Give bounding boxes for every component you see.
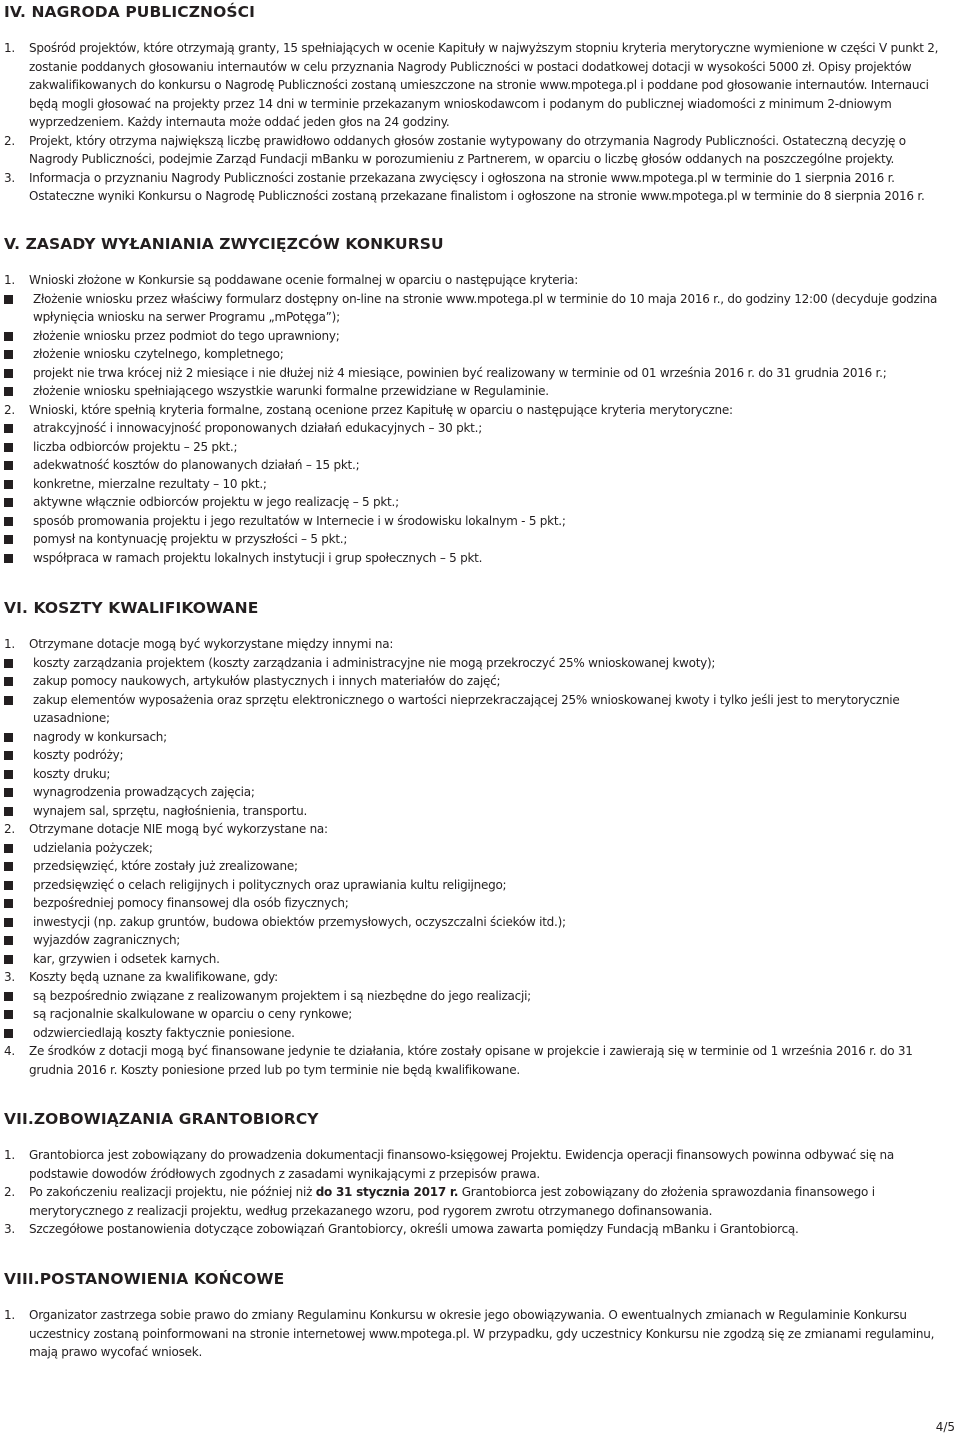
bullet-text: konkretne, mierzalne rezultaty – 10 pkt.; (33, 476, 267, 491)
item-number: 1. (4, 41, 15, 55)
bullet-item (4, 549, 954, 568)
section-heading (4, 598, 954, 618)
bullet-item (4, 765, 954, 784)
item-number: 3. (4, 970, 15, 984)
bullet-text: są bezpośrednio związane z realizowanym projektem i są niezbędne do jego realizacji; (33, 988, 531, 1003)
bullet-item (4, 746, 954, 765)
section-number: VII. (4, 1110, 34, 1128)
section-vi (4, 598, 954, 1079)
item-number: 2. (4, 822, 15, 836)
item-text: Grantobiorca jest zobowiązany do prowadzenia dokumentacji finansowo-księgowej Projektu. Ewidencja operacji finansowych powinna odbywać się na podstawie dowodów źródłowych zgodnych z zasadami wynikającymi z przepisów prawa. (29, 1148, 894, 1181)
bullet-text: przedsięwzięć, które zostały już zrealizowane; (33, 859, 298, 873)
square-bullet-icon (4, 443, 13, 452)
bullet-item (4, 382, 954, 401)
section-title: ZASADY WYŁANIANIA ZWYCIĘZCÓW KONKURSU (25, 235, 444, 253)
bullet-text: odzwierciedlają koszty faktycznie poniesione. (33, 1025, 295, 1040)
square-bullet-icon (4, 918, 13, 927)
bullet-text: wynagrodzenia prowadzących zajęcia; (33, 785, 255, 799)
list-item (4, 132, 954, 169)
item-text: Informacja o przyznaniu Nagrody Publiczności zostanie przekazana zwycięscy i ogłoszona na stronie www.mpotega.pl w terminie do 1 sierpnia 2016 r. Ostateczne wyniki Konkursu o Nagrodę Publiczności zostaną przekazane finalistom i ogłoszone na stronie www.mpotega.pl w terminie do 8 sierpnia 2016 r. (29, 170, 925, 203)
item-number: 4. (4, 1044, 15, 1058)
list-item (4, 271, 954, 401)
square-bullet-icon (4, 770, 13, 779)
square-bullet-icon (4, 517, 13, 526)
square-bullet-icon (4, 295, 13, 304)
square-bullet-icon (4, 992, 13, 1001)
square-bullet-icon (4, 461, 13, 470)
item-number: 2. (4, 133, 15, 148)
bullet-item (4, 493, 954, 512)
square-bullet-icon (4, 807, 13, 816)
square-bullet-icon (4, 936, 13, 945)
section-number: IV. (4, 3, 26, 21)
bullet-text: atrakcyjność i innowacyjność proponowanych działań edukacyjnych – 30 pkt.; (33, 421, 482, 435)
section-viii (4, 1269, 954, 1362)
bullet-text: bezpośredniej pomocy finansowej dla osób fizycznych; (33, 896, 349, 910)
item-number: 1. (4, 1308, 15, 1322)
square-bullet-icon (4, 844, 13, 853)
item-number: 1. (4, 637, 15, 651)
section-number: VIII. (4, 1270, 40, 1288)
bullet-item (4, 728, 954, 747)
square-bullet-icon (4, 696, 13, 705)
item-text-after: Grantobiorca jest zobowiązany do złożenia sprawozdania finansowego i merytorycznego z realizacji projektu, według przekazanego wzoru, pod rygorem zwrotu otrzymanego dofinansowania. (29, 1185, 875, 1218)
square-bullet-icon (4, 1029, 13, 1038)
bullet-text: złożenie wniosku czytelnego, kompletnego; (33, 347, 284, 361)
item-text: Szczegółowe postanowienia dotyczące zobowiązań Grantobiorcy, określi umowa zawarta pomiędzy Fundacją mBanku i Grantobiorcą. (29, 1222, 799, 1236)
square-bullet-icon (4, 535, 13, 544)
item-text: Otrzymane dotacje NIE mogą być wykorzystane na: (29, 822, 328, 836)
item-text: Spośród projektów, które otrzymają granty, 15 spełniających w ocenie Kapituły w najwyższym stopniu kryteria merytoryczne wymienione w części V punkt 2, zostanie poddanych głosowaniu internautów w celu przyznania Nagrody Publiczności w postaci dodatkowej dotacji w wysokości 5000 zł. Opisy projektów zakwalifikowanych do konkursu o Nagrodę Publiczności zostaną umieszczone na stronie www.mpotega.pl i poddane pod głosowanie internautów. Internauci będą mogli głosować na projekty przez 14 dni w terminie przekazanym wnioskodawcom i podanym do publicznej wiadomości z minimum 2-dniowym wyprzedzeniem. Każdy internauta może oddać jeden głos na 24 godziny. (29, 41, 939, 129)
list-item (4, 1042, 954, 1079)
bullet-text: sposób promowania projektu i jego rezultatów w Internecie i w środowisku lokalnym - 5 pkt.; (33, 513, 566, 528)
item-text: Otrzymane dotacje mogą być wykorzystane między innymi na: (29, 637, 394, 651)
item-text: Projekt, który otrzyma największą liczbę prawidłowo oddanych głosów zostanie wytypowany do otrzymania Nagrody Publiczności. Ostateczną decyzję o Nagrody Publiczności, podejmie Zarząd Fundacji mBanku w porozumieniu z Partnerem, w oparciu o liczbę głosów oddanych na poszczególne projekty. (29, 133, 906, 166)
bullet-text: zakup pomocy naukowych, artykułów plastycznych i innych materiałów do zajęć; (33, 674, 501, 688)
bullet-item (4, 512, 954, 531)
square-bullet-icon (4, 332, 13, 341)
square-bullet-icon (4, 881, 13, 890)
bullet-item (4, 783, 954, 802)
bullet-item (4, 654, 954, 673)
item-text: Wnioski złożone w Konkursie są poddawane ocenie formalnej w oparciu o następujące kryteria: (29, 273, 579, 287)
square-bullet-icon (4, 659, 13, 668)
item-text: Organizator zastrzega sobie prawo do zmiany Regulaminu Konkursu w okresie jego obowiązywania. O ewentualnych zmianach w Regulaminie Konkursu uczestnicy zostaną poinformowani na stronie internetowej www.mpotega.pl. W przypadku, gdy uczestnicy Konkursu nie zgodzą się ze zmianami regulaminu, mają prawo wycofać wniosek. (29, 1308, 935, 1359)
square-bullet-icon (4, 498, 13, 507)
list-item (4, 1146, 954, 1183)
bullet-item (4, 672, 954, 691)
bullet-text: koszty zarządzania projektem (koszty zarządzania i administracyjne nie mogą przekroczyć 25% wnioskowanej kwoty); (33, 655, 716, 670)
square-bullet-icon (4, 480, 13, 489)
square-bullet-icon (4, 424, 13, 433)
section-title: POSTANOWIENIA KOŃCOWE (39, 1270, 285, 1288)
square-bullet-icon (4, 899, 13, 908)
bullet-text: są racjonalnie skalkulowane w oparciu o ceny rynkowe; (33, 1007, 353, 1021)
bullet-text: udzielania pożyczek; (33, 840, 153, 855)
section-iv (4, 2, 954, 206)
bullet-item (4, 1005, 954, 1024)
bullet-item (4, 839, 954, 858)
bullet-item (4, 987, 954, 1006)
item-text-before: Po zakończeniu realizacji projektu, nie później niż (29, 1185, 316, 1199)
square-bullet-icon (4, 955, 13, 964)
bullet-item (4, 894, 954, 913)
square-bullet-icon (4, 677, 13, 686)
bullet-text: złożenie wniosku spełniającego wszystkie warunki formalne przewidziane w Regulaminie. (33, 384, 549, 398)
section-number: V. (4, 235, 21, 253)
list-item (4, 968, 954, 1042)
bullet-item (4, 327, 954, 346)
bullet-item (4, 802, 954, 821)
bullet-item (4, 931, 954, 950)
list-item (4, 401, 954, 568)
bullet-item (4, 290, 954, 327)
bullet-text: projekt nie trwa krócej niż 2 miesiące i nie dłużej niż 4 miesiące, powinien być realizowany w terminie od 01 września 2016 r. do 31 grudnia 2016 r.; (33, 365, 887, 380)
bullet-text: adekwatność kosztów do planowanych działań – 15 pkt.; (33, 458, 360, 472)
section-heading (4, 2, 954, 22)
bullet-item (4, 913, 954, 932)
item-number: 3. (4, 1222, 15, 1236)
list-item (4, 1183, 954, 1220)
bullet-text: liczba odbiorców projektu – 25 pkt.; (33, 439, 238, 454)
bullet-item (4, 475, 954, 494)
bullet-item (4, 1024, 954, 1043)
section-title: NAGRODA PUBLICZNOŚCI (31, 3, 255, 21)
bullet-item (4, 857, 954, 876)
square-bullet-icon (4, 788, 13, 797)
item-number: 1. (4, 1148, 15, 1162)
bullet-text: koszty druku; (33, 766, 111, 781)
item-number: 1. (4, 273, 15, 287)
list-item (4, 169, 954, 206)
square-bullet-icon (4, 1010, 13, 1019)
item-number: 2. (4, 402, 15, 417)
item-text: Wnioski, które spełnią kryteria formalne, zostaną ocenione przez Kapitułę w oparciu o następujące kryteria merytoryczne: (29, 402, 733, 417)
bullet-item (4, 345, 954, 364)
section-title: KOSZTY KWALIFIKOWANE (33, 599, 259, 617)
bullet-item (4, 530, 954, 549)
square-bullet-icon (4, 751, 13, 760)
section-heading (4, 1109, 954, 1129)
bullet-item (4, 950, 954, 969)
bullet-text: przedsięwzięć o celach religijnych i politycznych oraz uprawiania kultu religijnego; (33, 877, 507, 892)
bullet-item (4, 438, 954, 457)
bullet-text: wynajem sal, sprzętu, nagłośnienia, transportu. (33, 803, 308, 818)
section-title: ZOBOWIĄZANIA GRANTOBIORCY (33, 1110, 319, 1128)
bullet-text: kar, grzywien i odsetek karnych. (33, 951, 220, 966)
bullet-text: nagrody w konkursach; (33, 729, 167, 744)
list-item (4, 820, 954, 968)
list-item (4, 39, 954, 132)
section-number: VI. (4, 599, 28, 617)
bullet-text: inwestycji (np. zakup gruntów, budowa obiektów przemysłowych, oczyszczalni ścieków itd.); (33, 914, 566, 929)
list-item (4, 1306, 954, 1362)
bullet-text: wyjazdów zagranicznych; (33, 933, 181, 947)
square-bullet-icon (4, 862, 13, 871)
square-bullet-icon (4, 350, 13, 359)
item-text: Koszty będą uznane za kwalifikowane, gdy: (29, 970, 278, 984)
list-item (4, 1220, 954, 1239)
square-bullet-icon (4, 387, 13, 396)
item-number: 2. (4, 1185, 15, 1199)
bullet-text: pomysł na kontynuację projektu w przyszłości – 5 pkt.; (33, 532, 348, 546)
section-heading (4, 1269, 954, 1289)
bullet-text: zakup elementów wyposażenia oraz sprzętu elektronicznego o wartości nieprzekraczającej 25% wnioskowanej kwoty i tylko jeśli jest to merytorycznie uzasadnione; (33, 692, 900, 725)
bullet-text: współpraca w ramach projektu lokalnych instytucji i grup społecznych – 5 pkt. (33, 550, 483, 565)
section-heading (4, 234, 954, 254)
bullet-text: koszty podróży; (33, 748, 124, 762)
bullet-text: złożenie wniosku przez podmiot do tego uprawniony; (33, 328, 340, 343)
deadline-text: do 31 stycznia 2017 r. (315, 1185, 459, 1199)
bullet-text: Złożenie wniosku przez właściwy formularz dostępny on-line na stronie www.mpotega.pl w terminie do 10 maja 2016 r., do godziny 12:00 (decyduje godzina wpłynięcia wniosku na serwer Programu „mPotęga”); (33, 291, 938, 324)
bullet-text: aktywne włącznie odbiorców projektu w jego realizację – 5 pkt.; (33, 495, 399, 509)
item-number: 3. (4, 170, 15, 185)
bullet-item (4, 876, 954, 895)
square-bullet-icon (4, 369, 13, 378)
section-vii (4, 1109, 954, 1239)
square-bullet-icon (4, 733, 13, 742)
section-v (4, 234, 954, 567)
item-text: Ze środków z dotacji mogą być finansowane jedynie te działania, które zostały opisane w projekcie i zawierają się w terminie od 1 września 2016 r. do 31 grudnia 2016 r. Koszty poniesione przed lub po tym terminie nie będą kwalifikowane. (29, 1044, 913, 1077)
bullet-item (4, 419, 954, 438)
bullet-item (4, 456, 954, 475)
bullet-item (4, 364, 954, 383)
page-number: 4/5 (935, 1420, 955, 1434)
bullet-item (4, 691, 954, 728)
list-item (4, 635, 954, 820)
square-bullet-icon (4, 554, 13, 563)
